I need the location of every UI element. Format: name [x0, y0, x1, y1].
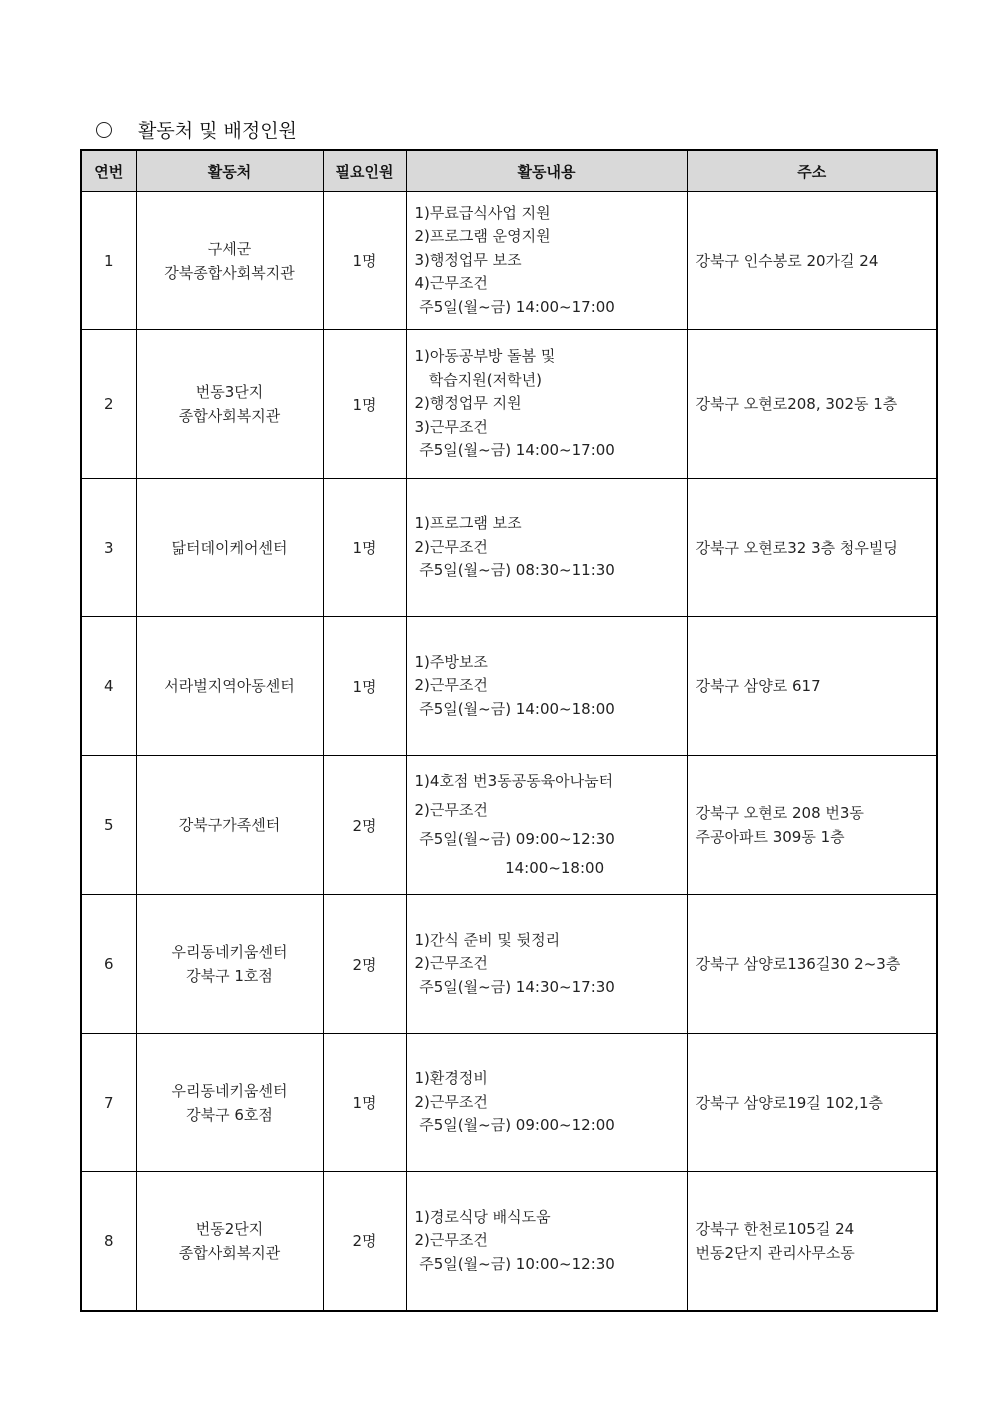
activities-cell [406, 895, 687, 1034]
header-place: 활동처 [136, 150, 323, 192]
address-line: 강북구 오현로 208 번3동 [695, 804, 864, 822]
activity-line: 2)프로그램 운영지원 [414, 227, 551, 246]
activity-line: 학습지원(저학년) [414, 370, 542, 389]
activity-line: 주5일(월~금) 14:00~18:00 [414, 699, 615, 718]
address-line: 강북구 오현로32 3층 청우빌딩 [695, 538, 898, 557]
place-line: 종합사회복지관 [178, 407, 281, 425]
activities-cell [406, 1034, 687, 1172]
circle-bullet-icon [96, 122, 112, 138]
activity-line: 1)주방보조 [414, 652, 488, 671]
place-line: 우리동네키움센터 [171, 943, 288, 961]
activity-line: 3)근무조건 [414, 417, 488, 436]
row-number: 7 [81, 1034, 136, 1172]
header-address: 주소 [687, 150, 937, 192]
row-number: 4 [81, 617, 136, 756]
activity-line: 주5일(월~금) 14:00~17:00 [414, 441, 615, 460]
address-cell [687, 895, 937, 1034]
people-count: 1명 [323, 330, 406, 479]
table-row [81, 895, 937, 1034]
activity-line: 3)행정업무 보조 [414, 250, 522, 269]
activity-line: 주5일(월~금) 14:00~17:00 [414, 297, 615, 316]
table-row [81, 1034, 937, 1172]
table-row [81, 479, 937, 617]
activities-cell [406, 1172, 687, 1311]
place-line: 번동2단지 [195, 1219, 264, 1238]
people-count: 1명 [323, 192, 406, 330]
activity-line: 1)환경정비 [414, 1069, 488, 1088]
row-number: 8 [81, 1172, 136, 1311]
address-line: 강북구 삼양로19길 102,1층 [695, 1093, 883, 1112]
row-number: 1 [81, 192, 136, 330]
activity-line: 주5일(월~금) 09:00~12:30 [414, 830, 615, 848]
place-cell [136, 1034, 323, 1172]
address-line: 번동2단지 관리사무소동 [695, 1243, 855, 1262]
activity-line: 4)근무조건 [414, 274, 488, 293]
people-count: 2명 [323, 895, 406, 1034]
address-line: 주공아파트 309동 1층 [695, 828, 845, 846]
header-no: 연번 [81, 150, 136, 192]
activities-cell [406, 192, 687, 330]
people-count: 2명 [323, 756, 406, 895]
place-cell [136, 479, 323, 617]
people-count: 1명 [323, 1034, 406, 1172]
activity-line: 2)행정업무 지원 [414, 394, 522, 413]
place-cell [136, 617, 323, 756]
address-line: 강북구 삼양로136길30 2~3층 [695, 955, 901, 973]
address-line: 강북구 오현로208, 302동 1층 [695, 395, 898, 413]
activities-cell [406, 756, 687, 895]
place-line: 구세군 [207, 239, 252, 258]
address-line: 강북구 인수봉로 20가길 24 [695, 251, 879, 270]
address-line: 강북구 한천로105길 24 [695, 1219, 855, 1238]
place-line: 강북구 1호점 [186, 967, 273, 985]
activity-line: 1)간식 준비 및 뒷정리 [414, 930, 561, 949]
row-number: 3 [81, 479, 136, 617]
row-number: 5 [81, 756, 136, 895]
activity-line: 1)경로식당 배식도움 [414, 1207, 551, 1226]
table-row [81, 192, 937, 330]
activity-line: 2)근무조건 [414, 676, 488, 695]
place-cell [136, 330, 323, 479]
address-cell [687, 617, 937, 756]
place-line: 종합사회복지관 [178, 1243, 281, 1262]
table-row [81, 1172, 937, 1311]
activity-line: 14:00~18:00 [414, 859, 605, 877]
activity-line: 2)근무조건 [414, 537, 488, 556]
activity-line: 주5일(월~금) 08:30~11:30 [414, 561, 615, 580]
header-activities: 활동내용 [406, 150, 687, 192]
place-line: 강북구 6호점 [186, 1105, 273, 1124]
address-cell [687, 330, 937, 479]
address-line: 강북구 삼양로 617 [695, 677, 821, 695]
header-people: 필요인원 [323, 150, 406, 192]
address-cell [687, 756, 937, 895]
place-line: 번동3단지 [195, 383, 264, 401]
place-line: 우리동네키움센터 [171, 1081, 288, 1100]
activity-line: 2)근무조건 [414, 1092, 488, 1111]
activity-line: 2)근무조건 [414, 1231, 488, 1249]
place-cell [136, 192, 323, 330]
activity-line: 주5일(월~금) 09:00~12:00 [414, 1116, 615, 1135]
section-title-text: 활동처 및 배정인원 [138, 120, 297, 142]
place-cell [136, 756, 323, 895]
place-cell [136, 1172, 323, 1311]
address-cell [687, 1034, 937, 1172]
address-cell [687, 1172, 937, 1311]
activity-line: 1)4호점 번3동공동육아나눔터 [414, 772, 614, 790]
activities-cell [406, 617, 687, 756]
place-line: 강북종합사회복지관 [164, 263, 295, 282]
place-line: 강북구가족센터 [178, 816, 281, 834]
assignment-table [80, 149, 938, 1312]
table-header-row [81, 150, 937, 192]
activity-line: 2)근무조건 [414, 801, 488, 819]
place-cell [136, 895, 323, 1034]
table-row [81, 756, 937, 895]
address-cell [687, 192, 937, 330]
section-heading [96, 116, 297, 143]
people-count: 1명 [323, 479, 406, 617]
table-row [81, 330, 937, 479]
activity-line: 2)근무조건 [414, 954, 488, 973]
activity-line: 1)아동공부방 돌봄 및 [414, 347, 556, 366]
row-number: 2 [81, 330, 136, 479]
place-line: 닮터데이케어센터 [171, 538, 288, 557]
activity-line: 주5일(월~금) 14:30~17:30 [414, 977, 615, 996]
address-cell [687, 479, 937, 617]
activities-cell [406, 330, 687, 479]
activity-line: 1)무료급식사업 지원 [414, 203, 551, 222]
row-number: 6 [81, 895, 136, 1034]
table-row [81, 617, 937, 756]
place-line: 서라벌지역아동센터 [164, 677, 295, 695]
activity-line: 1)프로그램 보조 [414, 514, 522, 533]
activities-cell [406, 479, 687, 617]
activity-line: 주5일(월~금) 10:00~12:30 [414, 1254, 615, 1273]
people-count: 1명 [323, 617, 406, 756]
people-count: 2명 [323, 1172, 406, 1311]
